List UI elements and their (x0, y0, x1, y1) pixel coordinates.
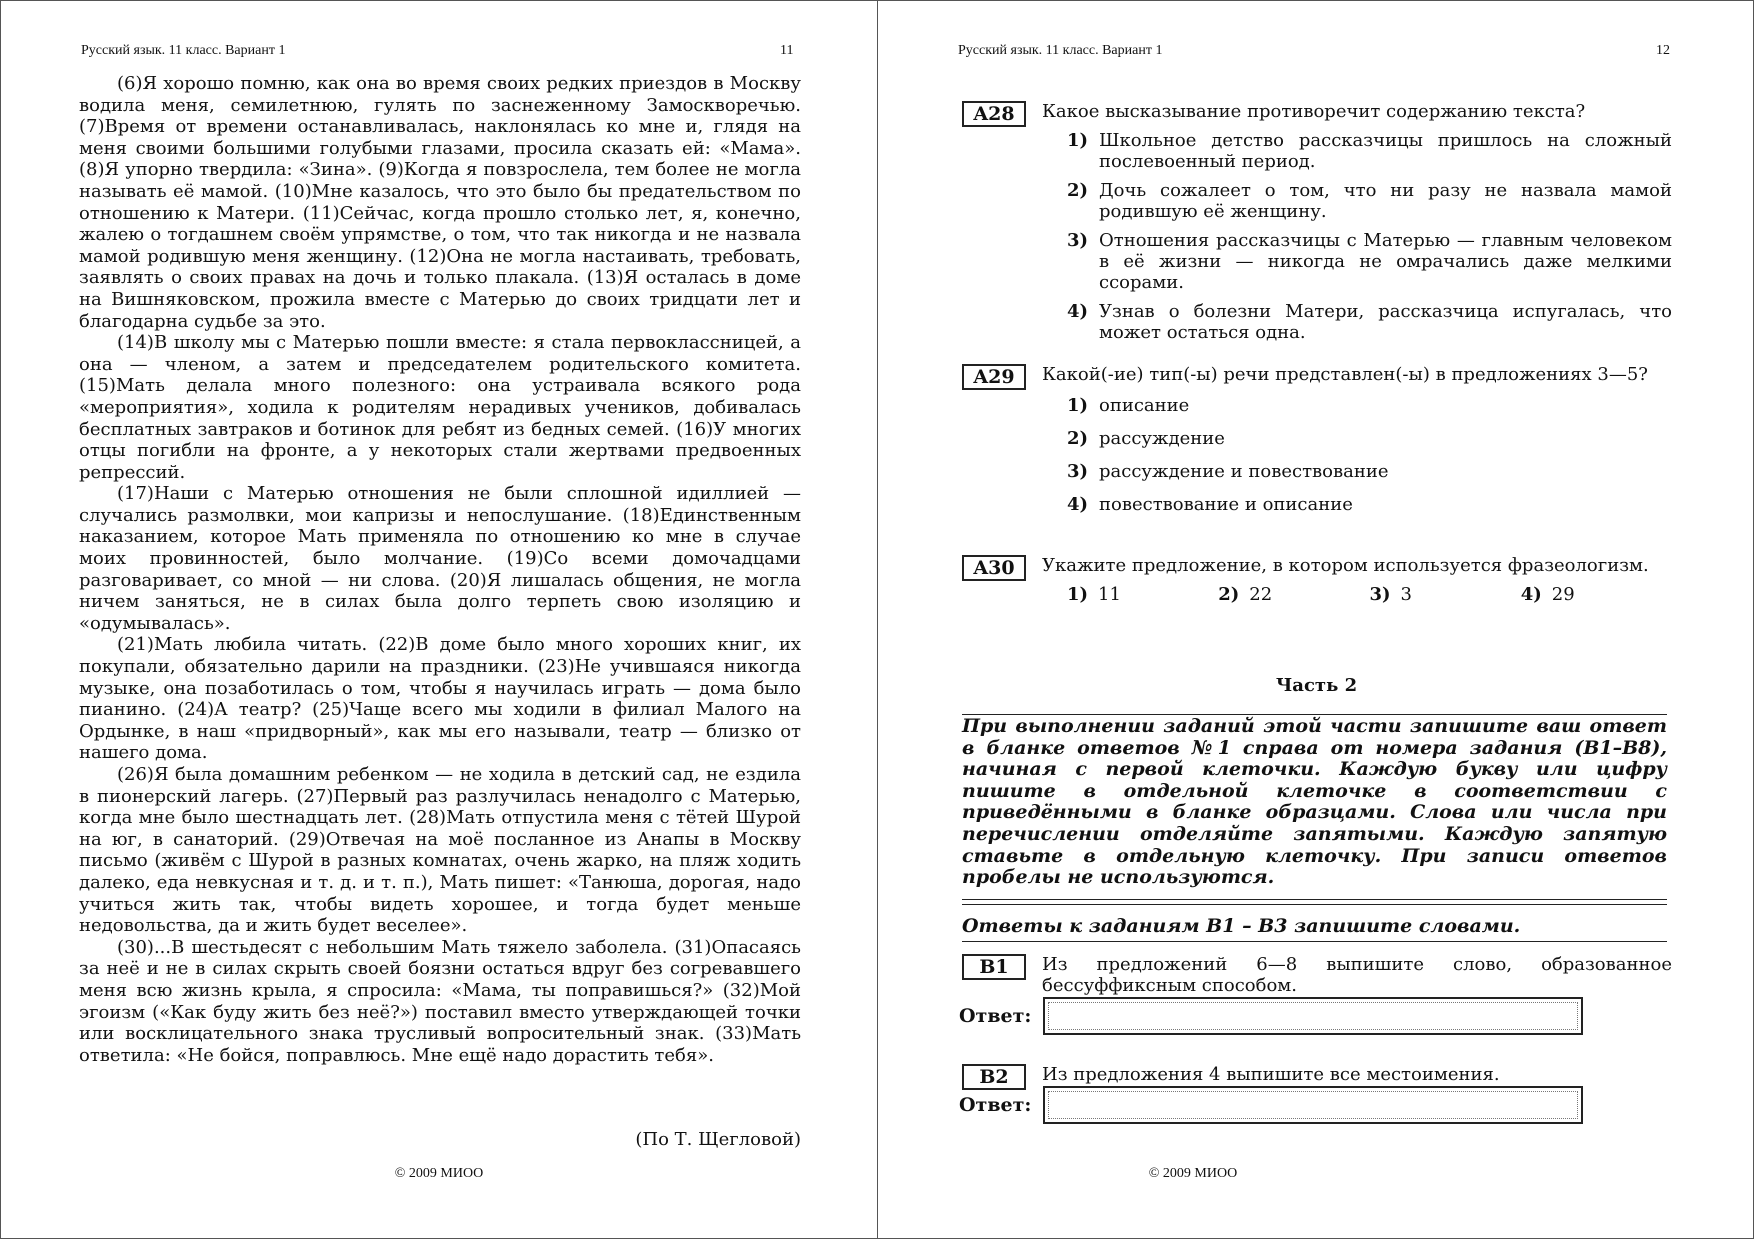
paragraph: (14)В школу мы с Матерью пошли вместе: я стала первоклассницей, а она — членом, а затем и председателем родительского комитета. (15)Мать делала много полезного: она устраивала всякого рода «мероприятия», ходила к родителям нерадивых учеников, добивалась бесплатных завтраков и ботинок для ребят из бедных семей. (16)У многих отцы погибли на фронте, а у некоторых стали жертвами предвоенных репрессий. (79, 332, 801, 483)
copyright-footer: © 2009 МИОО (394, 1166, 484, 1181)
answer-row-b2 (959, 1086, 1583, 1124)
answer-option[interactable]: 1) описание (1067, 395, 1190, 416)
task-label-box: A29 (962, 364, 1026, 390)
answer-option[interactable]: 4) Узнав о болезни Матери, рассказчица испугалась, что может остаться одна. (1067, 301, 1672, 343)
running-header: Русский язык. 11 класс. Вариант 1 (958, 43, 1163, 58)
text-source: (По Т. Щегловой) (635, 1129, 801, 1150)
task-question: Из предложения 4 выпишите все местоимения. (1042, 1064, 1500, 1085)
divider (962, 941, 1667, 942)
answer-label: Ответ: (959, 1094, 1032, 1116)
answer-option[interactable]: 2) 22 (1218, 584, 1273, 605)
part-instructions: При выполнении заданий этой части запишите ваш ответ в бланке ответов №1 справа от номера задания (В1–В8), начиная с первой клеточки. Каждую букву или цифру пишите в отдельной клеточке в соответствии с приведёнными в бланке образцами. Слова или числа при перечислении отделяйте запятыми. Каждую запятую ставьте в отдельную клеточку. При записи ответов пробелы не используются. (962, 715, 1667, 889)
copyright-footer: © 2009 МИОО (1148, 1166, 1238, 1181)
divider (962, 904, 1667, 905)
task-question: Какой(-ие) тип(-ы) речи представлен(-ы) в предложениях 3—5? (1042, 364, 1648, 385)
paragraph: (17)Наши с Матерью отношения не были сплошной идиллией — случались размолвки, мои капризы и непослушание. (18)Единственным наказанием, которое Мать применяла по отношению ко мне в случае моих провинностей, было молчание. (19)Со всеми домочадцами разговаривает, со мной — ни слова. (20)Я лишалась общения, не могла ничем заняться, не в силах была долго терпеть свою изоляцию и «одумывалась». (79, 483, 801, 634)
answer-input-box[interactable] (1043, 997, 1583, 1035)
paragraph: (26)Я была домашним ребенком — не ходила в детский сад, не ездила в пионерский лагерь. (27)Первый раз разлучилась ненадолго с Матерью, когда мне было шестнадцать лет. (28)Мать отпустила меня с тётей Шурой на юг, в санаторий. (29)Отвечая на моё посланное из Анапы в Москву письмо (живём с Шурой в разных комнатах, очень жарко, на пляж ходить далеко, еда невкусная и т. д. и т. п.), Мать пишет: «Танюша, дорогая, надо учиться жить так, чтобы видеть хорошее, и тогда будет меньше недовольства, да и жить будет веселее». (79, 764, 801, 937)
answer-label: Ответ: (959, 1005, 1032, 1027)
task-a28 (962, 101, 1672, 351)
answer-row-b1 (959, 997, 1583, 1035)
task-b1 (962, 954, 1672, 996)
paragraph: (6)Я хорошо помню, как она во время своих редких приездов в Москву водила меня, семилетнюю, гулять по заснеженному Замоскворечью. (7)Время от времени останавливалась, наклонялась ко мне и, глядя на меня своими большими голубыми глазами, просила сказать ей: «Мама». (8)Я упорно твердила: «Зина». (9)Когда я повзрослела, тем более не могла называть её мамой. (10)Мне казалось, что это было бы предательством по отношению к Матери. (11)Сейчас, когда прошло столько лет, я, конечно, жалею о тогдашнем своём упрямстве, о том, что так никогда и не назвала мамой родившую меня женщину. (12)Она не могла настаивать, требовать, заявлять о своих правах на дочь и только плакала. (13)Я осталась в доме на Вишняковском, прожила вместе с Матерью до своих тридцати лет и благодарна судьбе за это. (79, 73, 801, 332)
answer-option[interactable]: 3) Отношения рассказчицы с Матерью — главным человеком в её жизни — никогда не омрачались даже мелкими ссорами. (1067, 230, 1672, 293)
answer-option[interactable]: 4) повествование и описание (1067, 494, 1353, 515)
part-title: Часть 2 (1275, 675, 1358, 696)
answer-options (1067, 395, 1672, 515)
task-a30 (962, 555, 1672, 605)
answer-option[interactable]: 1) Школьное детство рассказчицы пришлось на сложный послевоенный период. (1067, 130, 1672, 172)
answer-option[interactable]: 1) 11 (1067, 584, 1121, 605)
task-a29 (962, 364, 1672, 527)
left-page (1, 1, 878, 1238)
page-number: 12 (1656, 43, 1670, 58)
task-label-box: A30 (962, 555, 1026, 581)
sub-instructions: Ответы к заданиям В1 – В3 запишите словами. (962, 915, 1521, 937)
answer-options (1067, 584, 1672, 605)
paragraph: (30)...В шестьдесят с небольшим Мать тяжело заболела. (31)Опасаясь за неё и не в силах скрыть своей боязни остаться вдруг без согревавшего меня всю жизнь крыла, я спросила: «Мама, ты поправишься?» (32)Мой эгоизм («Как буду жить без неё?») поставил вместо утверждающей точки или восклицательного знака трусливый вопросительный знак. (33)Мать ответила: «Не бойся, поправлюсь. Мне ещё надо дорастить тебя». (79, 936, 801, 1066)
page-number: 11 (780, 43, 794, 58)
answer-option[interactable]: 2) рассуждение (1067, 428, 1225, 449)
answer-option[interactable]: 3) 3 (1369, 584, 1412, 605)
answer-option[interactable]: 3) рассуждение и повествование (1067, 461, 1389, 482)
reading-text (79, 73, 801, 1066)
paragraph: (21)Мать любила читать. (22)В доме было много хороших книг, их покупали, обязательно дарили на праздники. (23)Не учившаяся никогда музыке, она позаботилась о том, чтобы я научилась играть — дома было пианино. (24)А театр? (25)Чаще всего мы ходили в филиал Малого на Ордынке, в наш «придворный», как мы его называли, театр — близко от нашего дома. (79, 634, 801, 764)
divider (962, 899, 1667, 900)
answer-options (1067, 130, 1672, 343)
answer-option[interactable]: 2) Дочь сожалеет о том, что ни разу не назвала мамой родившую её женщину. (1067, 180, 1672, 222)
task-question: Какое высказывание противоречит содержанию текста? (1042, 101, 1586, 122)
task-label-box: A28 (962, 101, 1026, 127)
right-page (879, 1, 1754, 1238)
task-b2 (962, 1064, 1672, 1088)
answer-option[interactable]: 4) 29 (1520, 584, 1575, 605)
task-label-box: B1 (962, 954, 1026, 980)
task-question: Укажите предложение, в котором используется фразеологизм. (1042, 555, 1649, 576)
running-header: Русский язык. 11 класс. Вариант 1 (81, 43, 286, 58)
answer-input-box[interactable] (1043, 1086, 1583, 1124)
task-question: Из предложений 6—8 выпишите слово, образованное бессуффиксным способом. (1042, 954, 1672, 996)
task-label-box: B2 (962, 1064, 1026, 1090)
